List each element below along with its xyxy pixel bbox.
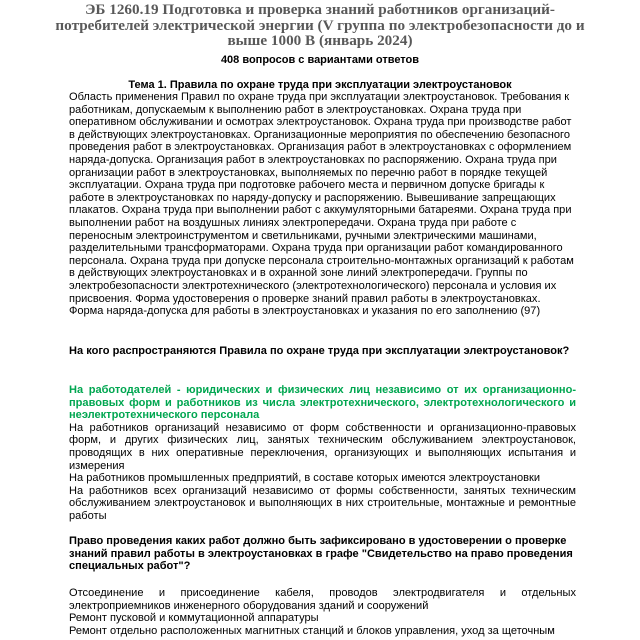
document-subtitle: 408 вопросов с вариантами ответов	[220, 54, 420, 66]
answer-option: Ремонт отдельно расположенных магнитных станций и блоков управления, уход за щеточным	[69, 624, 555, 637]
answer-option: На работников организаций независимо от форм собственности и организационно-правовых форм, и других физических лиц, занятых техническим обслуживанием электроустановок, проводящих в них оперативные переключения, организующих и выполняющих испытания и измерения	[69, 421, 576, 472]
answer-option: Ремонт пусковой и коммутационной аппаратуры	[69, 612, 319, 625]
document-title: ЭБ 1260.19 Подготовка и проверка знаний работников организаций-потребителей электрической энергии (V группа по электробезопасности до и выше 1000 В (январь 2024)	[55, 1, 585, 49]
answer-option: Отсоединение и присоединение кабеля, проводов электродвигателя и отдельных электроприемников инженерного оборудования зданий и сооружений	[69, 587, 576, 612]
answer-option: На работников промышленных предприятий, в составе которых имеются электроустановки	[69, 472, 541, 485]
question-2: Право проведения каких работ должно быть зафиксировано в удостоверении о проверке знаний правил работы в электроустановках в графе "Свидетельство на право проведения специальных работ"?	[69, 535, 573, 573]
question-1: На кого распространяются Правила по охране труда при эксплуатации электроустановок?	[69, 345, 570, 357]
topic-heading: Тема 1. Правила по охране труда при эксплуатации электроустановок	[128, 79, 512, 91]
topic-description: Область применения Правил по охране труда при эксплуатации электроустановок. Требования к работникам, допускаемым к выполнению работ в электроустановках. Охрана труда при оперативном обслуживании и осмотрах электроустановок. Охрана труда при производстве работ в действующих электроустановках. Организационные мероприятия по обеспечению безопасного проведения работ в электроустановках. Организация работ в электроустановках с оформлением наряда-допуска. Организация работ в электроустановках по распоряжению. Охрана труда при организации работ в электроустановках, выполняемых по перечню работ в порядке текущей эксплуатации. Охрана труда при подготовке рабочего места и первичном допуске бригады к работе в электроустановках по наряду-допуску и распоряжению. Вывешивание запрещающих плакатов. Охрана труда при выполнении работ с аккумуляторными батареями. Охрана труда при выполнении работ на воздушных линиях электропередачи. Охрана труда при работе с переносным электроинструментом и светильниками, ручными электрическими машинами, разделительными трансформаторами. Охрана труда при организации работ командированного персонала. Охрана труда при допуске персонала строительно-монтажных организаций к работам в действующих электроустановках и в охранной зоне линий электропередачи. Группы по электробезопасности электротехнического (электротехнологического) персонала и условия их присвоения. Форма удостоверения о проверке знаний правил работы в электроустановках. Форма наряда-допуска для работы в электроустановках и указания по его заполнению (97)	[69, 91, 574, 318]
answer-list-1	[69, 384, 576, 523]
correct-answer: На работодателей - юридических и физических лиц независимо от их организационно-правовых форм и работников из числа электротехнического, электротехнологического и неэлектротехнического персонала	[69, 384, 576, 422]
answer-list-2	[69, 587, 576, 637]
answer-option: На работников всех организаций независимо от формы собственности, занятых техническим обслуживанием электроустановок и выполняющих в них строительные, монтажные и ремонтные работы	[69, 484, 576, 522]
